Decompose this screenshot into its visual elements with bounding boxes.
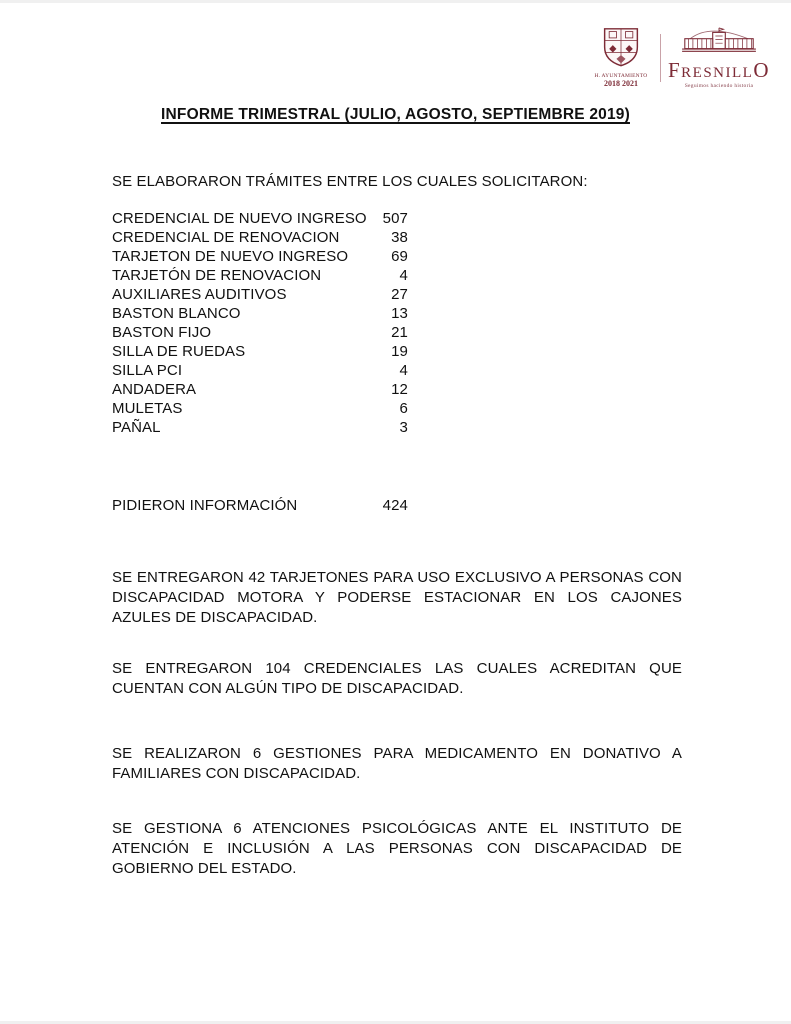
list-item	[112, 228, 408, 247]
municipal-logo	[592, 27, 771, 89]
requests-list	[112, 209, 408, 437]
list-item	[112, 380, 408, 399]
crest-caption-line1: H. AYUNTAMIENTO	[594, 73, 648, 80]
crest-shield-icon	[600, 27, 642, 72]
information-requests-row	[112, 497, 408, 514]
item-value: 69	[391, 248, 408, 265]
list-item	[112, 342, 408, 361]
item-value: 21	[391, 324, 408, 341]
wordmark-initial: F	[667, 58, 682, 82]
fresnillo-logo	[667, 27, 771, 89]
info-value: 424	[382, 497, 408, 514]
list-item	[112, 304, 408, 323]
item-label: ANDADERA	[112, 381, 197, 398]
item-label: AUXILIARES AUDITIVOS	[112, 286, 287, 303]
logo-divider	[660, 34, 661, 82]
item-value: 4	[399, 267, 408, 284]
paragraph-tarjetones: SE ENTREGARON 42 TARJETONES PARA USO EXCLUSIVO A PERSONAS CON DISCAPACIDAD MOTORA Y PODERSE ESTACIONAR EN LOS CAJONES AZULES DE DISCAPACIDAD.	[112, 569, 682, 626]
list-item	[112, 361, 408, 380]
item-label: BASTON BLANCO	[112, 305, 241, 322]
palace-building-icon	[675, 27, 763, 59]
item-value: 19	[391, 343, 408, 360]
crest-caption-line2: 2018 2021	[603, 79, 638, 89]
list-item	[112, 323, 408, 342]
item-value: 12	[391, 381, 408, 398]
list-item	[112, 285, 408, 304]
item-label: CREDENCIAL DE RENOVACION	[112, 229, 340, 246]
item-value: 507	[382, 210, 408, 227]
item-label: SILLA PCI	[112, 362, 183, 379]
item-value: 3	[399, 419, 408, 436]
item-label: PAÑAL	[112, 419, 161, 436]
list-item	[112, 266, 408, 285]
info-label: PIDIERON INFORMACIÓN	[112, 497, 298, 514]
item-value: 27	[391, 286, 408, 303]
wordmark-final: O	[753, 58, 771, 82]
paragraph-gestiones-medicamento: SE REALIZARON 6 GESTIONES PARA MEDICAMENTO EN DONATIVO A FAMILIARES CON DISCAPACIDAD.	[112, 745, 682, 782]
item-value: 38	[391, 229, 408, 246]
crest-block	[592, 27, 650, 88]
list-item	[112, 399, 408, 418]
fresnillo-wordmark	[668, 60, 770, 81]
item-value: 6	[399, 400, 408, 417]
item-label: TARJETON DE NUEVO INGRESO	[112, 248, 349, 265]
wordmark-middle: RESNILL	[681, 65, 754, 81]
item-label: TARJETÓN DE RENOVACION	[112, 267, 322, 284]
report-title-text: INFORME TRIMESTRAL (JULIO, AGOSTO, SEPTIEMBRE 2019)	[161, 106, 630, 123]
item-label: BASTON FIJO	[112, 324, 212, 341]
item-label: MULETAS	[112, 400, 183, 417]
intro-line: SE ELABORARON TRÁMITES ENTRE LOS CUALES SOLICITARON:	[112, 173, 588, 190]
list-item	[112, 209, 408, 228]
list-item	[112, 418, 408, 437]
page-top-edge	[0, 0, 791, 3]
crest-caption	[595, 74, 648, 88]
report-title	[0, 106, 791, 124]
logo-tagline: Seguimos haciendo historia	[684, 83, 754, 89]
list-item	[112, 247, 408, 266]
item-label: CREDENCIAL DE NUEVO INGRESO	[112, 210, 367, 227]
item-value: 13	[391, 305, 408, 322]
item-value: 4	[399, 362, 408, 379]
paragraph-atenciones-psicologicas: SE GESTIONA 6 ATENCIONES PSICOLÓGICAS ANTE EL INSTITUTO DE ATENCIÓN E INCLUSIÓN A LAS PERSONAS CON DISCAPACIDAD DE GOBIERNO DEL ESTADO.	[112, 820, 682, 877]
item-label: SILLA DE RUEDAS	[112, 343, 246, 360]
paragraph-credenciales: SE ENTREGARON 104 CREDENCIALES LAS CUALES ACREDITAN QUE CUENTAN CON ALGÚN TIPO DE DISCAPACIDAD.	[112, 660, 682, 697]
